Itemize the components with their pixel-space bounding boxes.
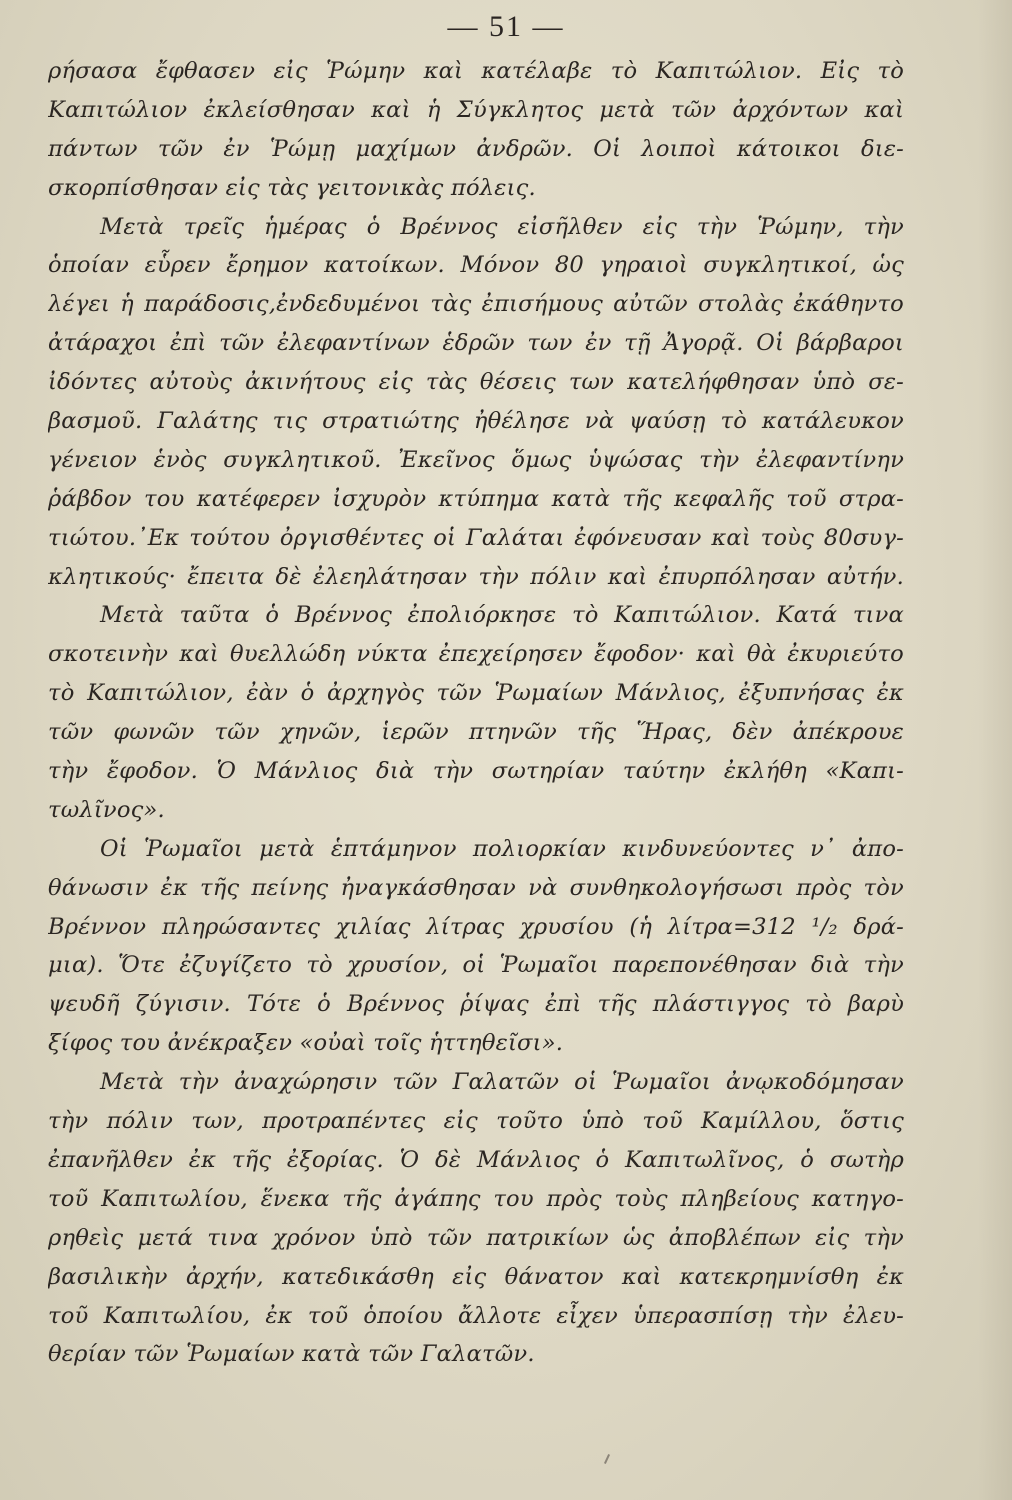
- text-line: Καπιτώλιον ἐκλείσθησαν καὶ ἡ Σύγκλητος μετὰ τῶν ἀρχόντων καὶ: [48, 96, 904, 123]
- text-line: Βρέννον πληρώσαντες χιλίας λίτρας χρυσίου (ἡ λίτρα=312 ¹/₂ δρά-: [48, 913, 904, 940]
- text-line: βασμοῦ. Γαλάτης τις στρατιώτης ἠθέλησε νὰ ψαύσῃ τὸ κατάλευκον: [48, 408, 904, 435]
- text-line: τὸ Καπιτώλιον, ἐὰν ὁ ἀρχηγὸς τῶν Ῥωμαίων Μάνλιος, ἐξυπνήσας ἐκ: [48, 680, 904, 707]
- page-number: — 51 —: [447, 10, 565, 43]
- text-line: τοῦ Καπιτωλίου, ἐκ τοῦ ὁποίου ἄλλοτε εἶχεν ὑπερασπίσῃ τὴν ἐλευ-: [48, 1302, 904, 1329]
- text-line: Μετὰ τρεῖς ἡμέρας ὁ Βρέννος εἰσῆλθεν εἰς τὴν Ῥώμην, τὴν: [100, 213, 904, 240]
- text-line: Μετὰ τὴν ἀναχώρησιν τῶν Γαλατῶν οἱ Ῥωμαῖοι ἀνῳκοδόμησαν: [100, 1069, 904, 1096]
- text-line: τῶν φωνῶν τῶν χηνῶν, ἱερῶν πτηνῶν τῆς Ἥρας, δὲν ἀπέκρουε: [48, 719, 904, 746]
- text-line: τωλῖνος».: [48, 796, 165, 823]
- text-line: ρήσασα ἔφθασεν εἰς Ῥώμην καὶ κατέλαβε τὸ Καπιτώλιον. Εἰς τὸ: [48, 58, 904, 84]
- text-line: τὴν ἔφοδον. Ὁ Μάνλιος διὰ τὴν σωτηρίαν ταύτην ἐκλήθη «Καπι-: [48, 758, 904, 785]
- ink-mark: [604, 1454, 610, 1464]
- text-line: λέγει ἡ παράδοσις,ἐνδεδυμένοι τὰς ἐπισήμους αὐτῶν στολὰς ἐκάθηντο: [48, 291, 904, 318]
- text-line: ξίφος του ἀνέκραξεν «οὐαὶ τοῖς ἡττηθεῖσι».: [48, 1030, 564, 1057]
- text-line: Οἱ Ῥωμαῖοι μετὰ ἑπτάμηνον πολιορκίαν κινδυνεύοντες ν᾿ ἀπο-: [100, 835, 904, 862]
- text-line: ἀτάραχοι ἐπὶ τῶν ἐλεφαντίνων ἑδρῶν των ἐν τῇ Ἀγορᾷ. Οἱ βάρβαροι: [48, 330, 904, 357]
- text-line: σκοτεινὴν καὶ θυελλώδη νύκτα ἐπεχείρησεν ἔφοδον· καὶ θὰ ἐκυριεύτο: [48, 641, 904, 668]
- text-line: θάνωσιν ἐκ τῆς πείνης ἠναγκάσθησαν νὰ συνθηκολογήσωσι πρὸς τὸν: [48, 874, 904, 901]
- page-edge-shadow: [978, 0, 1012, 1500]
- text-line: τοῦ Καπιτωλίου, ἕνεκα τῆς ἀγάπης του πρὸς τοὺς πληβείους κατηγο-: [48, 1185, 904, 1212]
- text-line: τιώτου.᾿Εκ τούτου ὀργισθέντες οἱ Γαλάται ἐφόνευσαν καὶ τοὺς 80συγ-: [48, 524, 904, 551]
- text-line: γένειον ἑνὸς συγκλητικοῦ. Ἐκεῖνος ὅμως ὑψώσας τὴν ἐλεφαντίνην: [48, 446, 904, 473]
- text-line: ψευδῆ ζύγισιν. Τότε ὁ Βρέννος ῥίψας ἐπὶ τῆς πλάστιγγος τὸ βαρὺ: [48, 991, 904, 1018]
- text-line: βασιλικὴν ἀρχήν, κατεδικάσθη εἰς θάνατον καὶ κατεκρημνίσθη ἐκ: [48, 1263, 904, 1290]
- text-line: πάντων τῶν ἐν Ῥώμῃ μαχίμων ἀνδρῶν. Οἱ λοιποὶ κάτοικοι διε-: [48, 135, 904, 162]
- text-line: θερίαν τῶν Ῥωμαίων κατὰ τῶν Γαλατῶν.: [48, 1341, 535, 1368]
- text-line: μια). Ὅτε ἐζυγίζετο τὸ χρυσίον, οἱ Ῥωμαῖοι παρεπονέθησαν διὰ τὴν: [48, 952, 904, 979]
- text-body: [48, 52, 904, 1374]
- text-line: Μετὰ ταῦτα ὁ Βρέννος ἐπολιόρκησε τὸ Καπιτώλιον. Κατά τινα: [100, 602, 904, 629]
- text-line: ἰδόντες αὐτοὺς ἀκινήτους εἰς τὰς θέσεις των κατελήφθησαν ὑπὸ σε-: [48, 369, 904, 396]
- text-line: τὴν πόλιν των, προτραπέντες εἰς τοῦτο ὑπὸ τοῦ Καμίλλου, ὅστις: [48, 1108, 904, 1135]
- text-line: ὁποίαν εὗρεν ἔρημον κατοίκων. Μόνον 80 γηραιοὶ συγκλητικοί, ὡς: [48, 252, 904, 279]
- text-line: κλητικούς· ἔπειτα δὲ ἐλεηλάτησαν τὴν πόλιν καὶ ἐπυρπόλησαν αὐτήν.: [48, 563, 904, 590]
- text-line: ἐπανῆλθεν ἐκ τῆς ἐξορίας. Ὁ δὲ Μάνλιος ὁ Καπιτωλῖνος, ὁ σωτὴρ: [48, 1146, 904, 1173]
- text-line: ῥάβδον του κατέφερεν ἰσχυρὸν κτύπημα κατὰ τῆς κεφαλῆς τοῦ στρα-: [48, 485, 904, 512]
- text-line: σκορπίσθησαν εἰς τὰς γειτονικὰς πόλεις.: [48, 174, 536, 201]
- text-line: ρηθεὶς μετά τινα χρόνον ὑπὸ τῶν πατρικίων ὡς ἀποβλέπων εἰς τὴν: [48, 1224, 904, 1251]
